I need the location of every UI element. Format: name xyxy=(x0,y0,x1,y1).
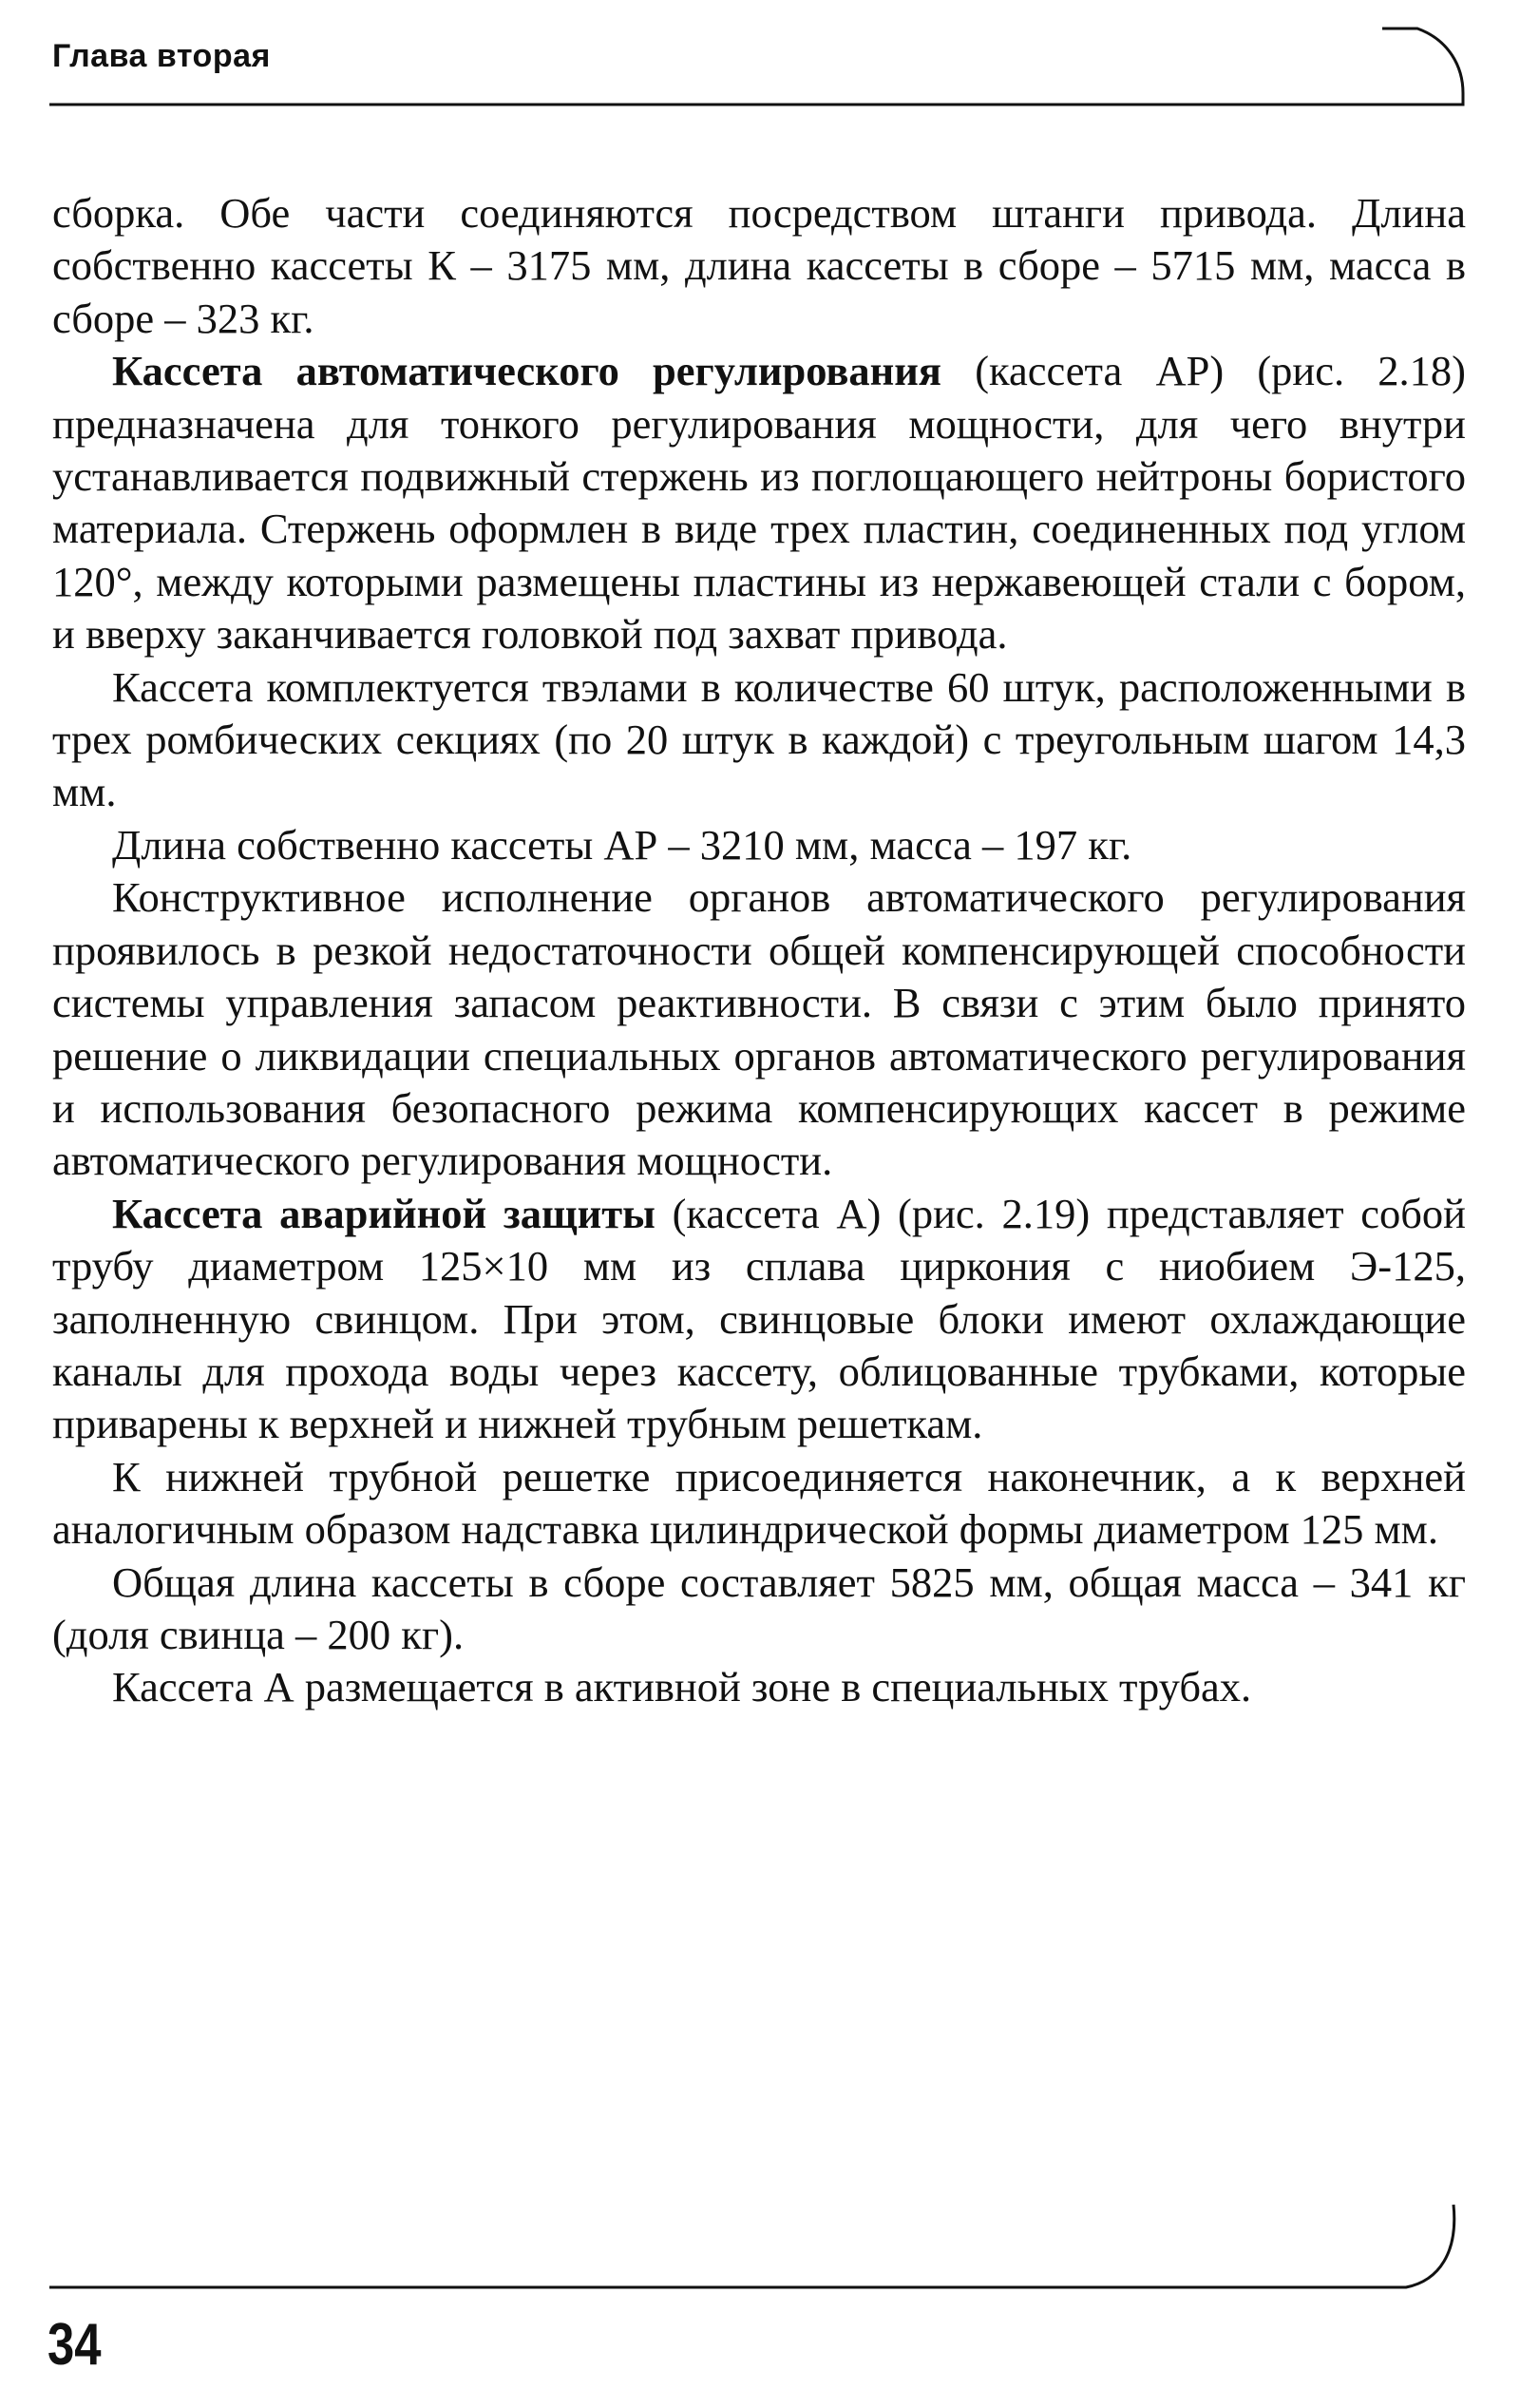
paragraph-tip-extension: К нижней трубной решетке присоединяется наконечник, а к верхней аналогичным образом надставка цилиндрической формы диаметром 125 мм. xyxy=(52,1452,1466,1554)
term-emergency-cassette: Кассета аварийной защиты xyxy=(112,1189,656,1237)
paragraph-ar-length: Длина собственно кассеты АР – 3210 мм, масса – 197 кг. xyxy=(112,820,1132,869)
running-head-chapter-title: Глава вторая xyxy=(52,38,271,74)
footer-rule xyxy=(49,2205,1454,2287)
paragraph-continuation: сборка. Обе части соединяются посредством штанги привода. Длина собственно кассеты К – 3175 мм, длина кассеты в сборе – 5715 мм, масса в сборе – 323 кг. xyxy=(52,189,1466,342)
paragraph-ar-design: Конструктивное исполнение органов автоматического регулирования проявилось в резкой недостаточности общей компенсирующей способности системы управления запасом реактивности. В связи с этим было принято решение о ликвидации специальных органов автоматического регулирования и использования безопасного режима компенсирующих кассет в режиме автоматического регулирования мощности. xyxy=(52,873,1466,1185)
term-ar-cassette: Кассета автоматического регулирования xyxy=(112,347,941,395)
paragraph-total-length: Общая длина кассеты в сборе составляет 5825 мм, общая масса – 341 кг (доля свинца – 200 кг). xyxy=(52,1558,1466,1658)
paragraph-emergency-cassette: Кассета аварийной защиты (кассета А) (рис. 2.19) представляет собой трубу диаметром 125×10 мм из сплава циркония с ниобием Э-125, заполненную свинцом. При этом, свинцовые блоки имеют охлаждающие каналы для прохода воды через кассету, облицованные трубками, которые приварены к верхней и нижней трубным решеткам. xyxy=(52,1189,1466,1448)
paragraph-ar-fuel-rods: Кассета комплектуется твэлами в количестве 60 штук, расположенными в трех ромбических секциях (по 20 штук в каждой) с треугольным шагом 14,3 мм. xyxy=(52,662,1466,816)
paragraph-placement: Кассета А размещается в активной зоне в специальных трубах. xyxy=(112,1663,1252,1711)
body-text xyxy=(52,187,1466,1714)
paragraph-ar-cassette: Кассета автоматического регулирования (кассета АР) (рис. 2.18) предназначена для тонкого регулирования мощности, для чего внутри устанавливается подвижный стержень из поглощающего нейтроны бористого материала. Стержень оформлен в виде трех пластин, соединенных под углом 120°, между которыми размещены пластины из нержавеющей стали с бором, и вверху заканчивается головкой под захват привода. xyxy=(52,347,1466,659)
page-number: 34 xyxy=(48,2312,102,2378)
